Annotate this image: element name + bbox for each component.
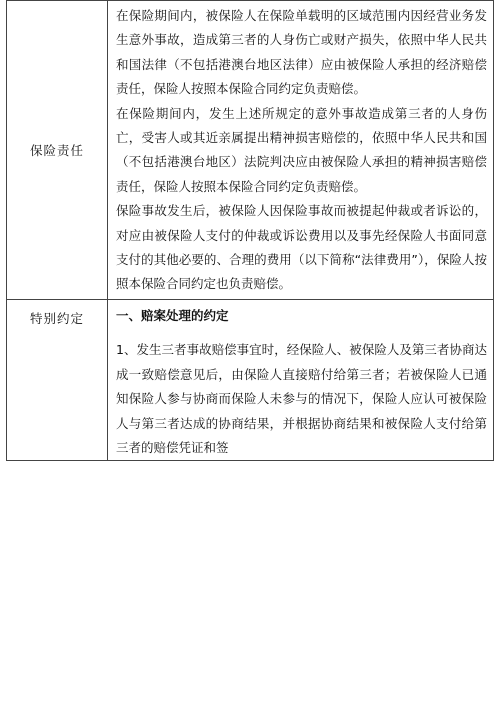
section-heading-claims: 一、赔案处理的约定 (116, 307, 229, 323)
row-label-special-terms: 特别约定 (7, 299, 108, 460)
paragraph-liability-2: 在保险期间内，发生上述所规定的意外事故造成第三者的人身伤亡，受害人或其近亲属提出精神损害赔偿的，依照中华人民共和国（不包括港澳台地区）法院判决应由被保险人承担的精神损害赔偿责任，保险人按照本保险合同约定负责赔偿。 (116, 105, 487, 194)
row-content-liability (108, 1, 494, 300)
paragraph-liability-3: 保险事故发生后，被保险人因保险事故而被提起仲裁或者诉讼的，对应由被保险人支付的仲裁或诉讼费用以及事先经保险人书面同意支付的其他必要的、合理的费用（以下简称“法律费用”），保险人按照本保险合同约定也负责赔偿。 (116, 203, 487, 292)
table-row-special-terms (7, 299, 494, 460)
table-row-liability (7, 1, 494, 300)
paragraph-liability-1: 在保险期间内，被保险人在保险单载明的区域范围内因经营业务发生意外事故，造成第三者的人身伤亡或财产损失，依照中华人民共和国法律（不包括港澳台地区法律）应由被保险人承担的经济赔偿责任，保险人按照本保险合同约定负责赔偿。 (116, 8, 487, 97)
row-label-liability: 保险责任 (7, 1, 108, 300)
paragraph-special-1: 1、发生三者事故赔偿事宜时，经保险人、被保险人及第三者协商达成一致赔偿意见后，由保险人直接赔付给第三者；若被保险人已通知保险人参与协商而保险人未参与的情况下，保险人应认可被保险人与第三者达成的协商结果，并根据协商结果和被保险人支付给第三者的赔偿凭证和签 (116, 342, 487, 455)
row-content-special-terms (108, 299, 494, 460)
policy-terms-table (6, 0, 494, 461)
